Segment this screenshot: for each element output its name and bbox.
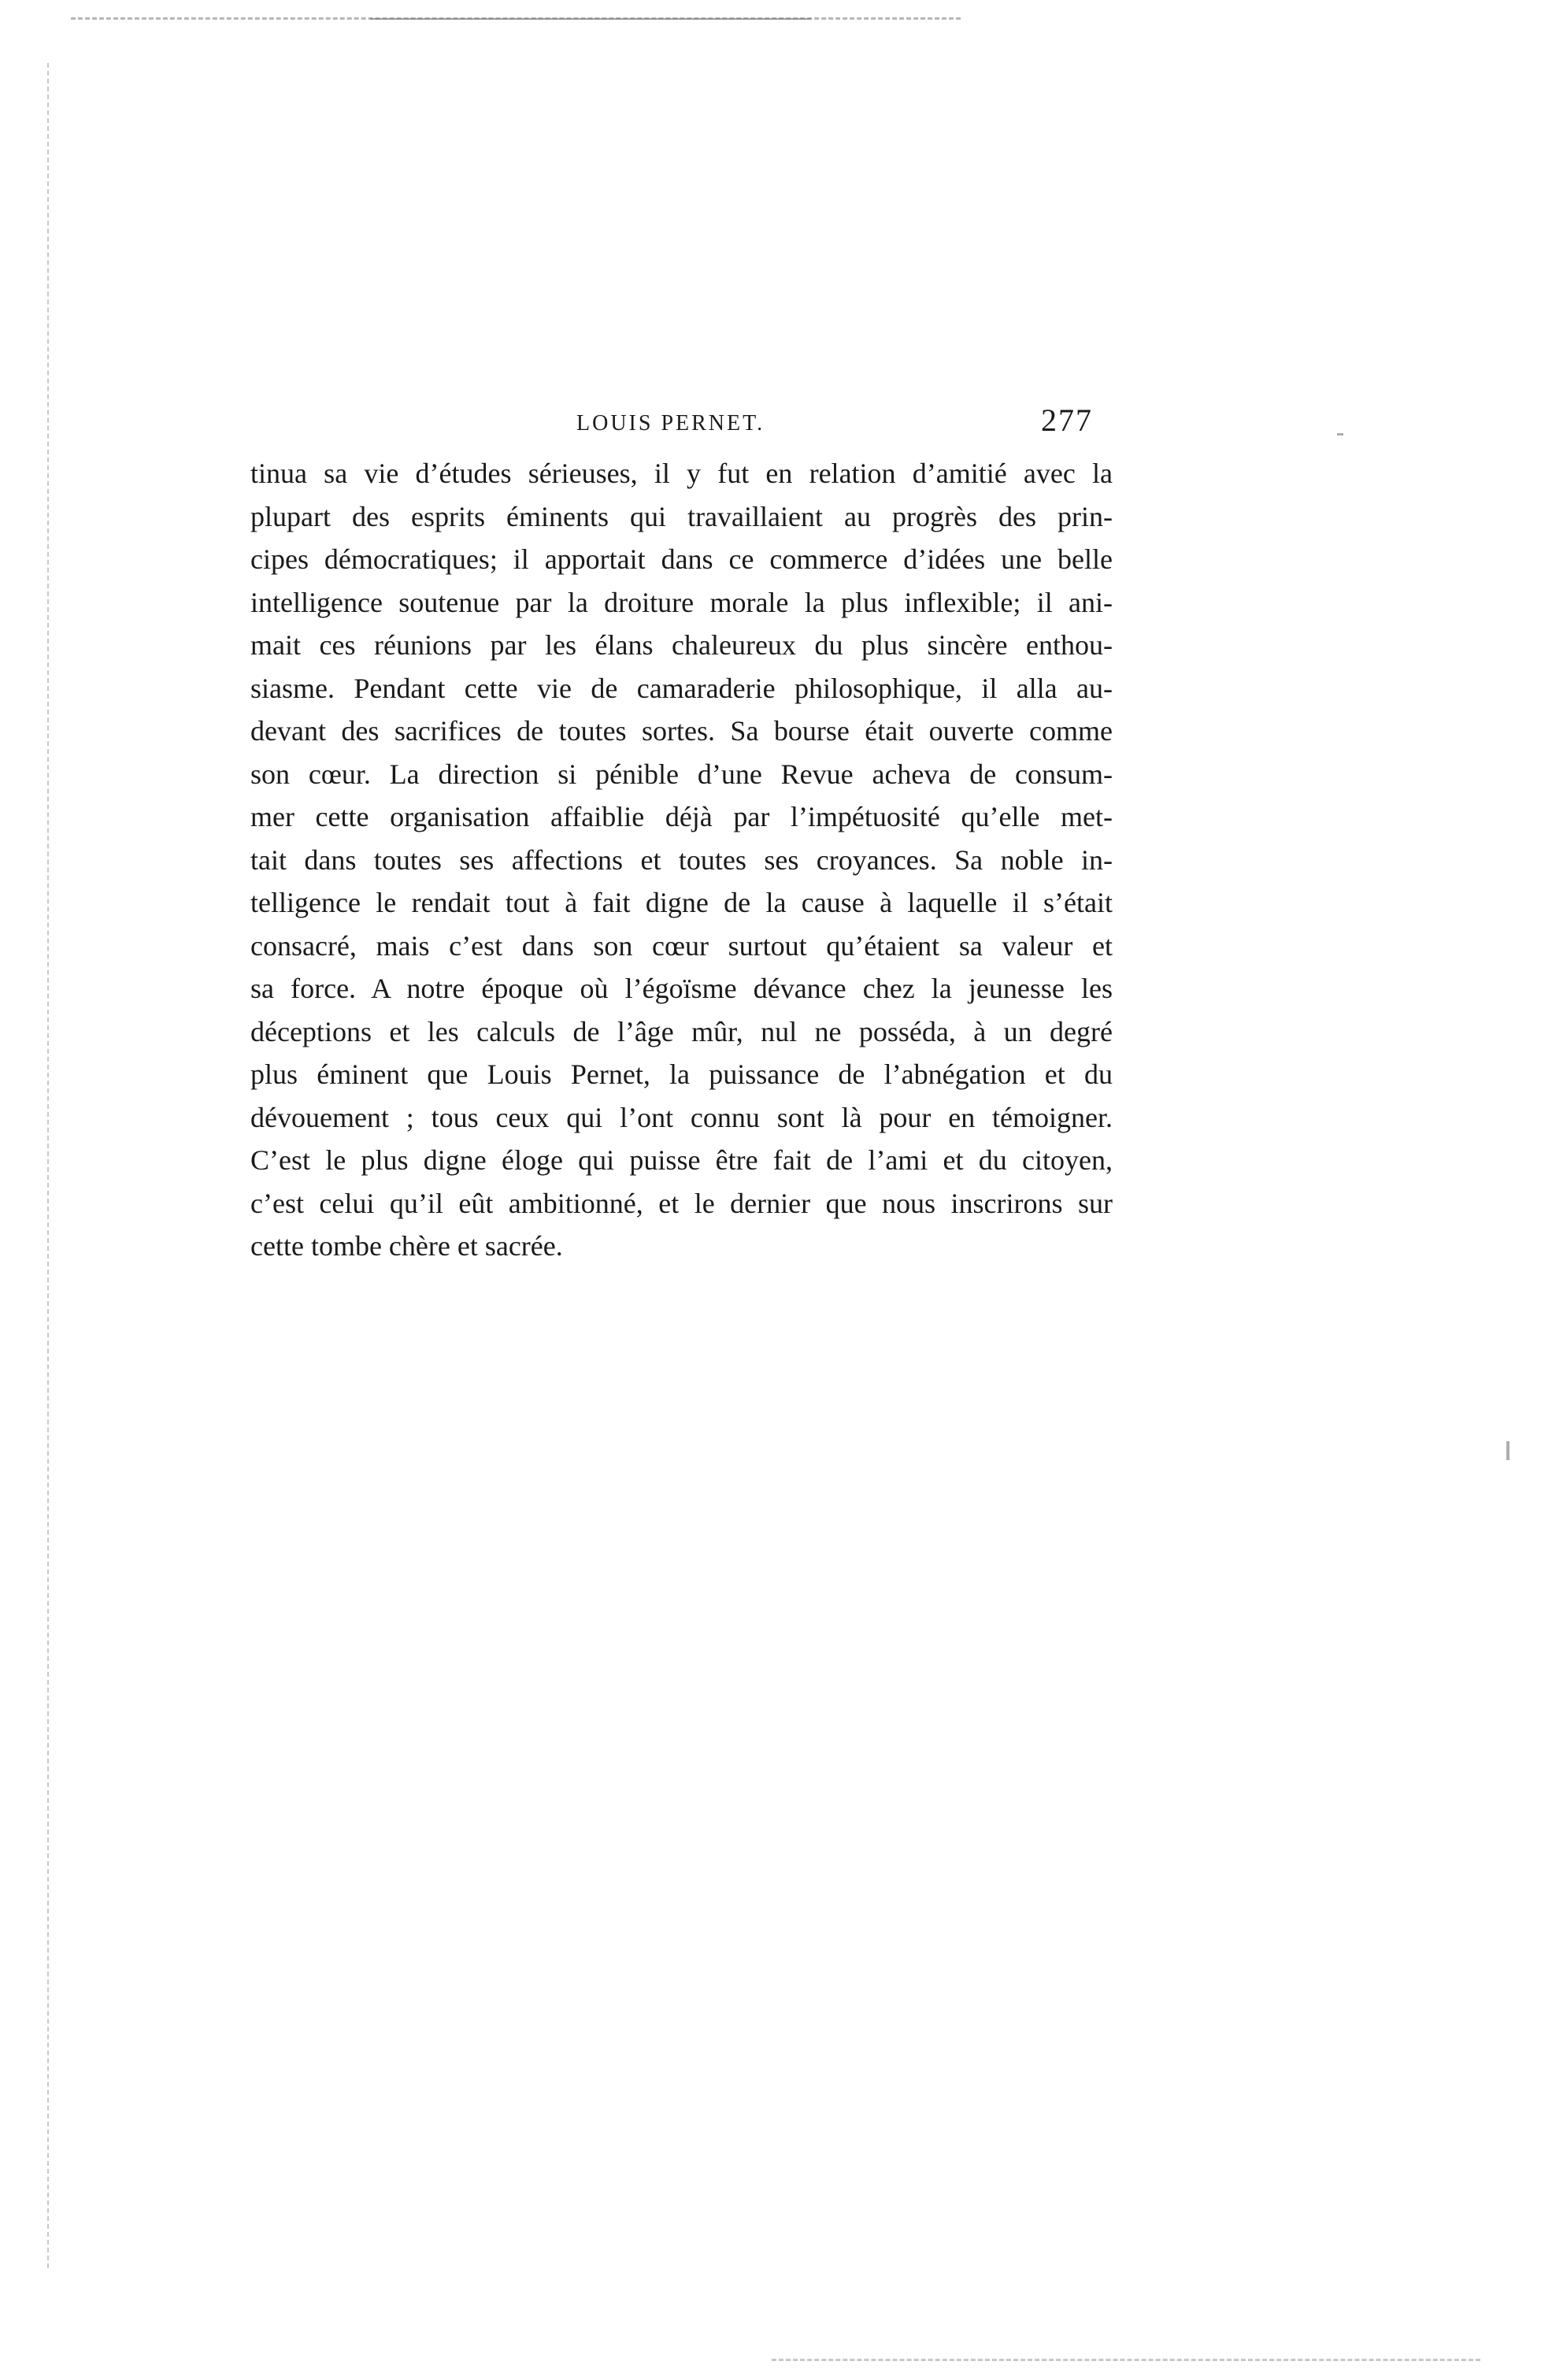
text-line: déceptions et les calculs de l’âge mûr, nul ne posséda, à un degré <box>250 1015 1113 1047</box>
text-line: mait ces réunions par les élans chaleureux du plus sincère enthou- <box>250 629 1113 661</box>
text-line: siasme. Pendant cette vie de camaraderie philosophique, il alla au- <box>250 672 1113 704</box>
text-line-last: cette tombe chère et sacrée. <box>250 1230 563 1262</box>
text-line: consacré, mais c’est dans son cœur surtout qu’étaient sa valeur et <box>250 929 1113 962</box>
text-line: dévouement ; tous ceux qui l’ont connu sont là pour en témoigner. <box>250 1101 1113 1133</box>
running-title: LOUIS PERNET. <box>576 411 765 436</box>
text-line: tait dans toutes ses affections et toutes ses croyances. Sa noble in- <box>250 843 1113 876</box>
text-line: plus éminent que Louis Pernet, la puissance de l’abnégation et du <box>250 1058 1113 1090</box>
scan-border-bottom <box>772 2359 1480 2361</box>
text-line: sa force. A notre époque où l’égoïsme dévance chez la jeunesse les <box>250 973 1113 1004</box>
text-line: son cœur. La direction si pénible d’une Revue acheva de consum- <box>250 758 1113 790</box>
text-line: tinua sa vie d’études sérieuses, il y fut en relation d’amitié avec la <box>250 458 1113 489</box>
page-number: 277 <box>1041 402 1093 438</box>
text-line: mer cette organisation affaiblie déjà par l’impétuosité qu’elle met- <box>250 801 1113 832</box>
text-line: cipes démocratiques; il apportait dans ce commerce d’idées une belle <box>250 543 1113 575</box>
scan-border-left <box>47 63 49 2268</box>
text-body <box>250 452 1113 1268</box>
scan-speck-right <box>1506 1441 1509 1460</box>
book-page <box>250 402 1113 1268</box>
text-line: plupart des esprits éminents qui travaillaient au progrès des prin- <box>250 500 1113 532</box>
scan-speck-dash <box>1337 433 1343 436</box>
text-line: C’est le plus digne éloge qui puisse être fait de l’ami et du citoyen, <box>250 1144 1113 1176</box>
running-head <box>250 402 1113 450</box>
text-line: c’est celui qu’il eût ambitionné, et le dernier que nous inscrirons sur <box>250 1187 1113 1219</box>
text-line: intelligence soutenue par la droiture morale la plus inflexible; il ani- <box>250 586 1113 618</box>
text-line: telligence le rendait tout à fait digne de la cause à laquelle il s’était <box>250 887 1113 918</box>
text-line: devant des sacrifices de toutes sortes. Sa bourse était ouverte comme <box>250 715 1113 747</box>
scan-border-top-solid <box>370 18 811 20</box>
